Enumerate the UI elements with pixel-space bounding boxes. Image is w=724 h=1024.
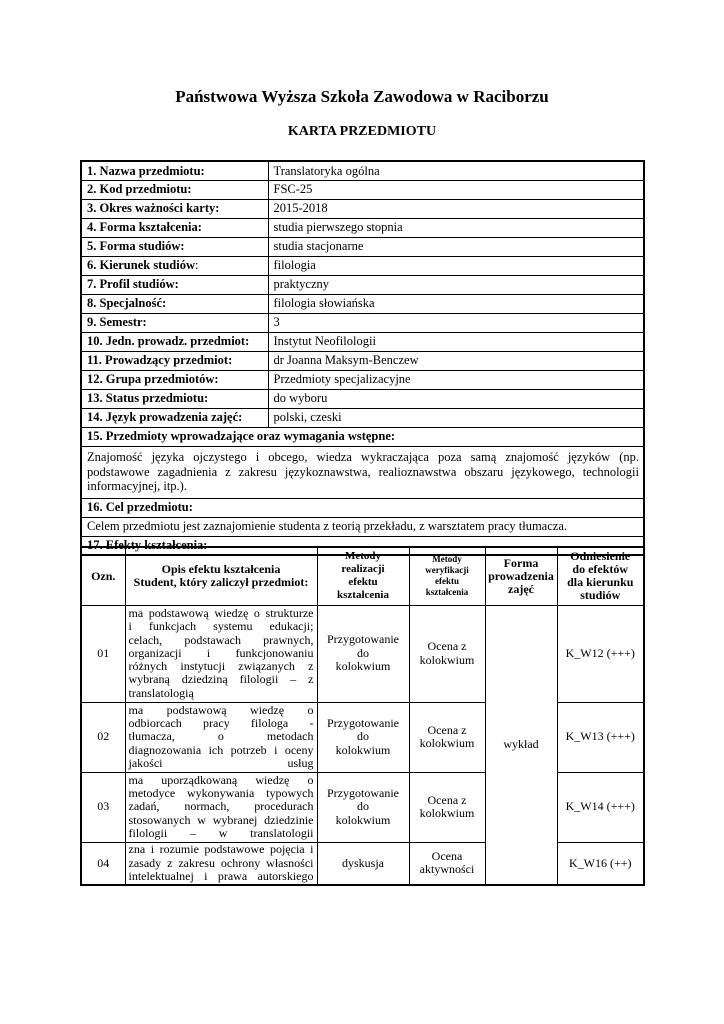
section16-text: Celem przedmiotu jest zaznajomienie studenta z teorią przekładu, z warsztatem pracy tłumacza. (81, 517, 644, 536)
col-odniesienie (557, 547, 644, 605)
info-label-text: 12. Grupa przedmiotów: (87, 372, 219, 387)
outcome-verification (409, 702, 485, 772)
section16-heading: 16. Cel przedmiotu: (81, 498, 644, 517)
info-label-text: 4. Forma kształcenia: (87, 220, 202, 235)
cell-line: Ocena z (427, 722, 467, 737)
outcome-description-line: filologii – w translatologii (128, 825, 314, 840)
info-label (81, 161, 268, 180)
outcome-id: 01 (81, 605, 125, 702)
info-label (81, 180, 268, 199)
outcome-id: 03 (81, 772, 125, 842)
cell-line: efektu (348, 576, 378, 589)
outcome-description-line: diagnozowania ich potrzeb i oceny (128, 742, 314, 757)
outcome-description-line: stosowanych w wybranej dziedzinie (128, 812, 314, 827)
info-label (81, 199, 268, 218)
outcome-description-line: różnych instytucji związanych z (128, 659, 314, 674)
outcome-verification (409, 842, 485, 885)
section16-heading-row (81, 498, 644, 517)
info-label-text: 2. Kod przedmiotu: (87, 182, 192, 197)
info-value: praktyczny (268, 275, 644, 294)
outcome-reference: K_W12 (+++) (557, 605, 644, 702)
info-label (81, 313, 268, 332)
info-value: 2015-2018 (268, 199, 644, 218)
outcome-description-line: metodyce wykonywania typowych (128, 786, 314, 801)
outcome-description (125, 605, 317, 702)
info-value: 3 (268, 313, 644, 332)
outcome-row (81, 772, 644, 842)
info-value: studia pierwszego stopnia (268, 218, 644, 237)
info-row (81, 370, 644, 389)
info-label-text: 13. Status przedmiotu: (87, 391, 209, 406)
info-row (81, 256, 644, 275)
outcome-description-line: i funkcjach systemu edukacji; (128, 619, 314, 634)
cell-line: dyskusja (342, 855, 384, 870)
col-metody-weryfikacji (409, 547, 485, 605)
outcome-description (125, 842, 317, 885)
section15-heading: 15. Przedmioty wprowadzające oraz wymagania wstępne: (81, 427, 644, 446)
info-label (81, 294, 268, 313)
outcome-id: 04 (81, 842, 125, 885)
info-value: dr Joanna Maksym-Benczew (268, 351, 644, 370)
info-label-text: 1. Nazwa przedmiotu: (87, 163, 205, 178)
info-label-text: 6. Kierunek studiów (87, 258, 196, 273)
info-value: filologia (268, 256, 644, 275)
info-label (81, 218, 268, 237)
info-row (81, 218, 644, 237)
cell-line: kolokwium (419, 806, 475, 820)
cell-line: kolokwium (419, 736, 475, 750)
cell-line: realizacji (341, 563, 385, 576)
cell-line: do (357, 729, 369, 744)
info-label-text: 14. Język prowadzenia zajęć: (87, 410, 243, 425)
outcome-description-line: ma podstawową wiedzę o strukturze (128, 606, 314, 621)
info-label (81, 389, 268, 408)
info-value: polski, czeski (268, 408, 644, 427)
course-info-table (80, 160, 645, 556)
col-opis-line1: Opis efektu kształcenia (161, 562, 281, 577)
col-opis (125, 547, 317, 605)
outcome-method (317, 772, 409, 842)
outcome-id: 02 (81, 702, 125, 772)
info-label-text: 3. Okres ważności karty: (87, 201, 220, 216)
outcome-method (317, 605, 409, 702)
cell-line: Przygotowanie (327, 785, 399, 800)
outcome-verification (409, 772, 485, 842)
school-name: Państwowa Wyższa Szkoła Zawodowa w Raciborzu (175, 87, 549, 106)
info-value: FSC-25 (268, 180, 644, 199)
cell-line: kolokwium (419, 652, 475, 667)
info-row (81, 237, 644, 256)
cell-line: do efektów (572, 562, 629, 577)
outcome-form: wykład (485, 605, 557, 885)
info-value: Translatoryka ogólna (268, 161, 644, 180)
cell-line: Przygotowanie (327, 632, 399, 647)
section17-heading: 17. Efekty kształcenia: (81, 536, 644, 555)
info-label-text: 7. Profil studiów: (87, 277, 179, 292)
outcome-method (317, 702, 409, 772)
outcome-description-line: zna i rozumie podstawowe pojęcia i (128, 842, 314, 857)
cell-line: Przygotowanie (327, 715, 399, 730)
outcome-description (125, 702, 317, 772)
section15-heading-row (81, 427, 644, 446)
info-row (81, 351, 644, 370)
outcome-verification (409, 605, 485, 702)
cell-line: do (357, 645, 369, 660)
outcome-description-line: odbiorcach pracy filologa - (128, 716, 314, 731)
outcome-description-line: celach, podstawach prawnych, (128, 632, 314, 647)
outcome-row (81, 842, 644, 885)
cell-line: kolokwium (335, 742, 391, 757)
outcomes-header-row (81, 547, 644, 605)
info-label-suffix: : (195, 258, 199, 273)
outcome-reference: K_W16 (++) (557, 842, 644, 885)
cell-line: Forma (503, 555, 539, 570)
outcome-reference: K_W13 (+++) (557, 702, 644, 772)
info-row (81, 275, 644, 294)
cell-line: efektu (435, 576, 459, 587)
col-metody-realizacji (317, 547, 409, 605)
info-value: filologia słowiańska (268, 294, 644, 313)
cell-line: Ocena z (427, 639, 467, 653)
outcome-description-line: zasady z zakresu ochrony własności (128, 855, 314, 870)
info-label (81, 275, 268, 294)
cell-line: Metody (432, 554, 462, 565)
cell-line: Odniesienie (570, 549, 631, 564)
outcome-description-line: tłumacza, o metodach (128, 729, 314, 744)
info-row (81, 332, 644, 351)
outcome-description-line: zadań, normach, procedurach (128, 799, 314, 814)
outcome-description-line: jakości usług (128, 755, 314, 770)
outcome-row (81, 702, 644, 772)
cell-line: Ocena (431, 848, 463, 863)
info-label (81, 256, 268, 275)
info-label (81, 332, 268, 351)
section16-text-row (81, 517, 644, 536)
cell-line: Ocena z (427, 792, 467, 807)
info-row (81, 313, 644, 332)
cell-line: prowadzenia (488, 568, 554, 583)
cell-line: dla kierunku (567, 575, 634, 590)
learning-outcomes-table (80, 546, 645, 886)
info-value: studia stacjonarne (268, 237, 644, 256)
cell-line: kształcenia (425, 587, 469, 598)
cell-line: kształcenia (337, 589, 389, 602)
col-forma (485, 547, 557, 605)
info-label-text: 5. Forma studiów: (87, 239, 185, 254)
info-label-text: 9. Semestr: (87, 315, 147, 330)
cell-line: do (357, 799, 369, 814)
outcome-description-line: intelektualnej i prawa autorskiego (128, 868, 314, 883)
info-label-text: 11. Prowadzący przedmiot: (87, 353, 233, 368)
outcome-description-line: translatologią (128, 685, 194, 700)
section15-text-row (81, 446, 644, 498)
info-row (81, 294, 644, 313)
cell-line: weryfikacji (425, 565, 469, 576)
col-ozn: Ozn. (81, 547, 125, 605)
cell-line: aktywności (419, 862, 475, 877)
cell-line: kolokwium (335, 659, 391, 674)
cell-line: Metody (344, 550, 382, 563)
card-title: KARTA PRZEDMIOTU (287, 124, 437, 139)
info-row (81, 389, 644, 408)
cell-line: zajęć (508, 581, 534, 596)
outcome-description-line: ma podstawową wiedzę o (128, 702, 314, 717)
info-label (81, 408, 268, 427)
info-row (81, 161, 644, 180)
info-row (81, 180, 644, 199)
info-row (81, 199, 644, 218)
cell-line: studiów (580, 588, 621, 603)
section15-text: Znajomość języka ojczystego i obcego, wiedza wykraczająca poza samą znajomość języków (np. podstawowe zagadnienia z zakresu językoznawstwa, realioznawstwa obszaru językowego, technologii informacyjnej, itp.). (81, 446, 644, 498)
info-label (81, 351, 268, 370)
outcome-description-line: organizacji i funkcjonowaniu (128, 645, 314, 660)
outcome-reference: K_W14 (+++) (557, 772, 644, 842)
outcome-description (125, 772, 317, 842)
outcome-method (317, 842, 409, 885)
info-value: Instytut Neofilologii (268, 332, 644, 351)
outcome-description-line: wybraną dziedziną filologii – z (128, 672, 314, 687)
info-value: Przedmioty specjalizacyjne (268, 370, 644, 389)
info-label-text: 10. Jedn. prowadz. przedmiot: (87, 334, 250, 349)
col-opis-line2: Student, który zaliczył przedmiot: (133, 575, 309, 590)
info-label (81, 237, 268, 256)
info-label (81, 370, 268, 389)
info-row (81, 408, 644, 427)
outcome-description-line: ma uporządkowaną wiedzę o (128, 772, 314, 787)
info-value: do wyboru (268, 389, 644, 408)
info-label-text: 8. Specjalność: (87, 296, 167, 311)
cell-line: kolokwium (335, 812, 391, 827)
outcome-row (81, 605, 644, 702)
